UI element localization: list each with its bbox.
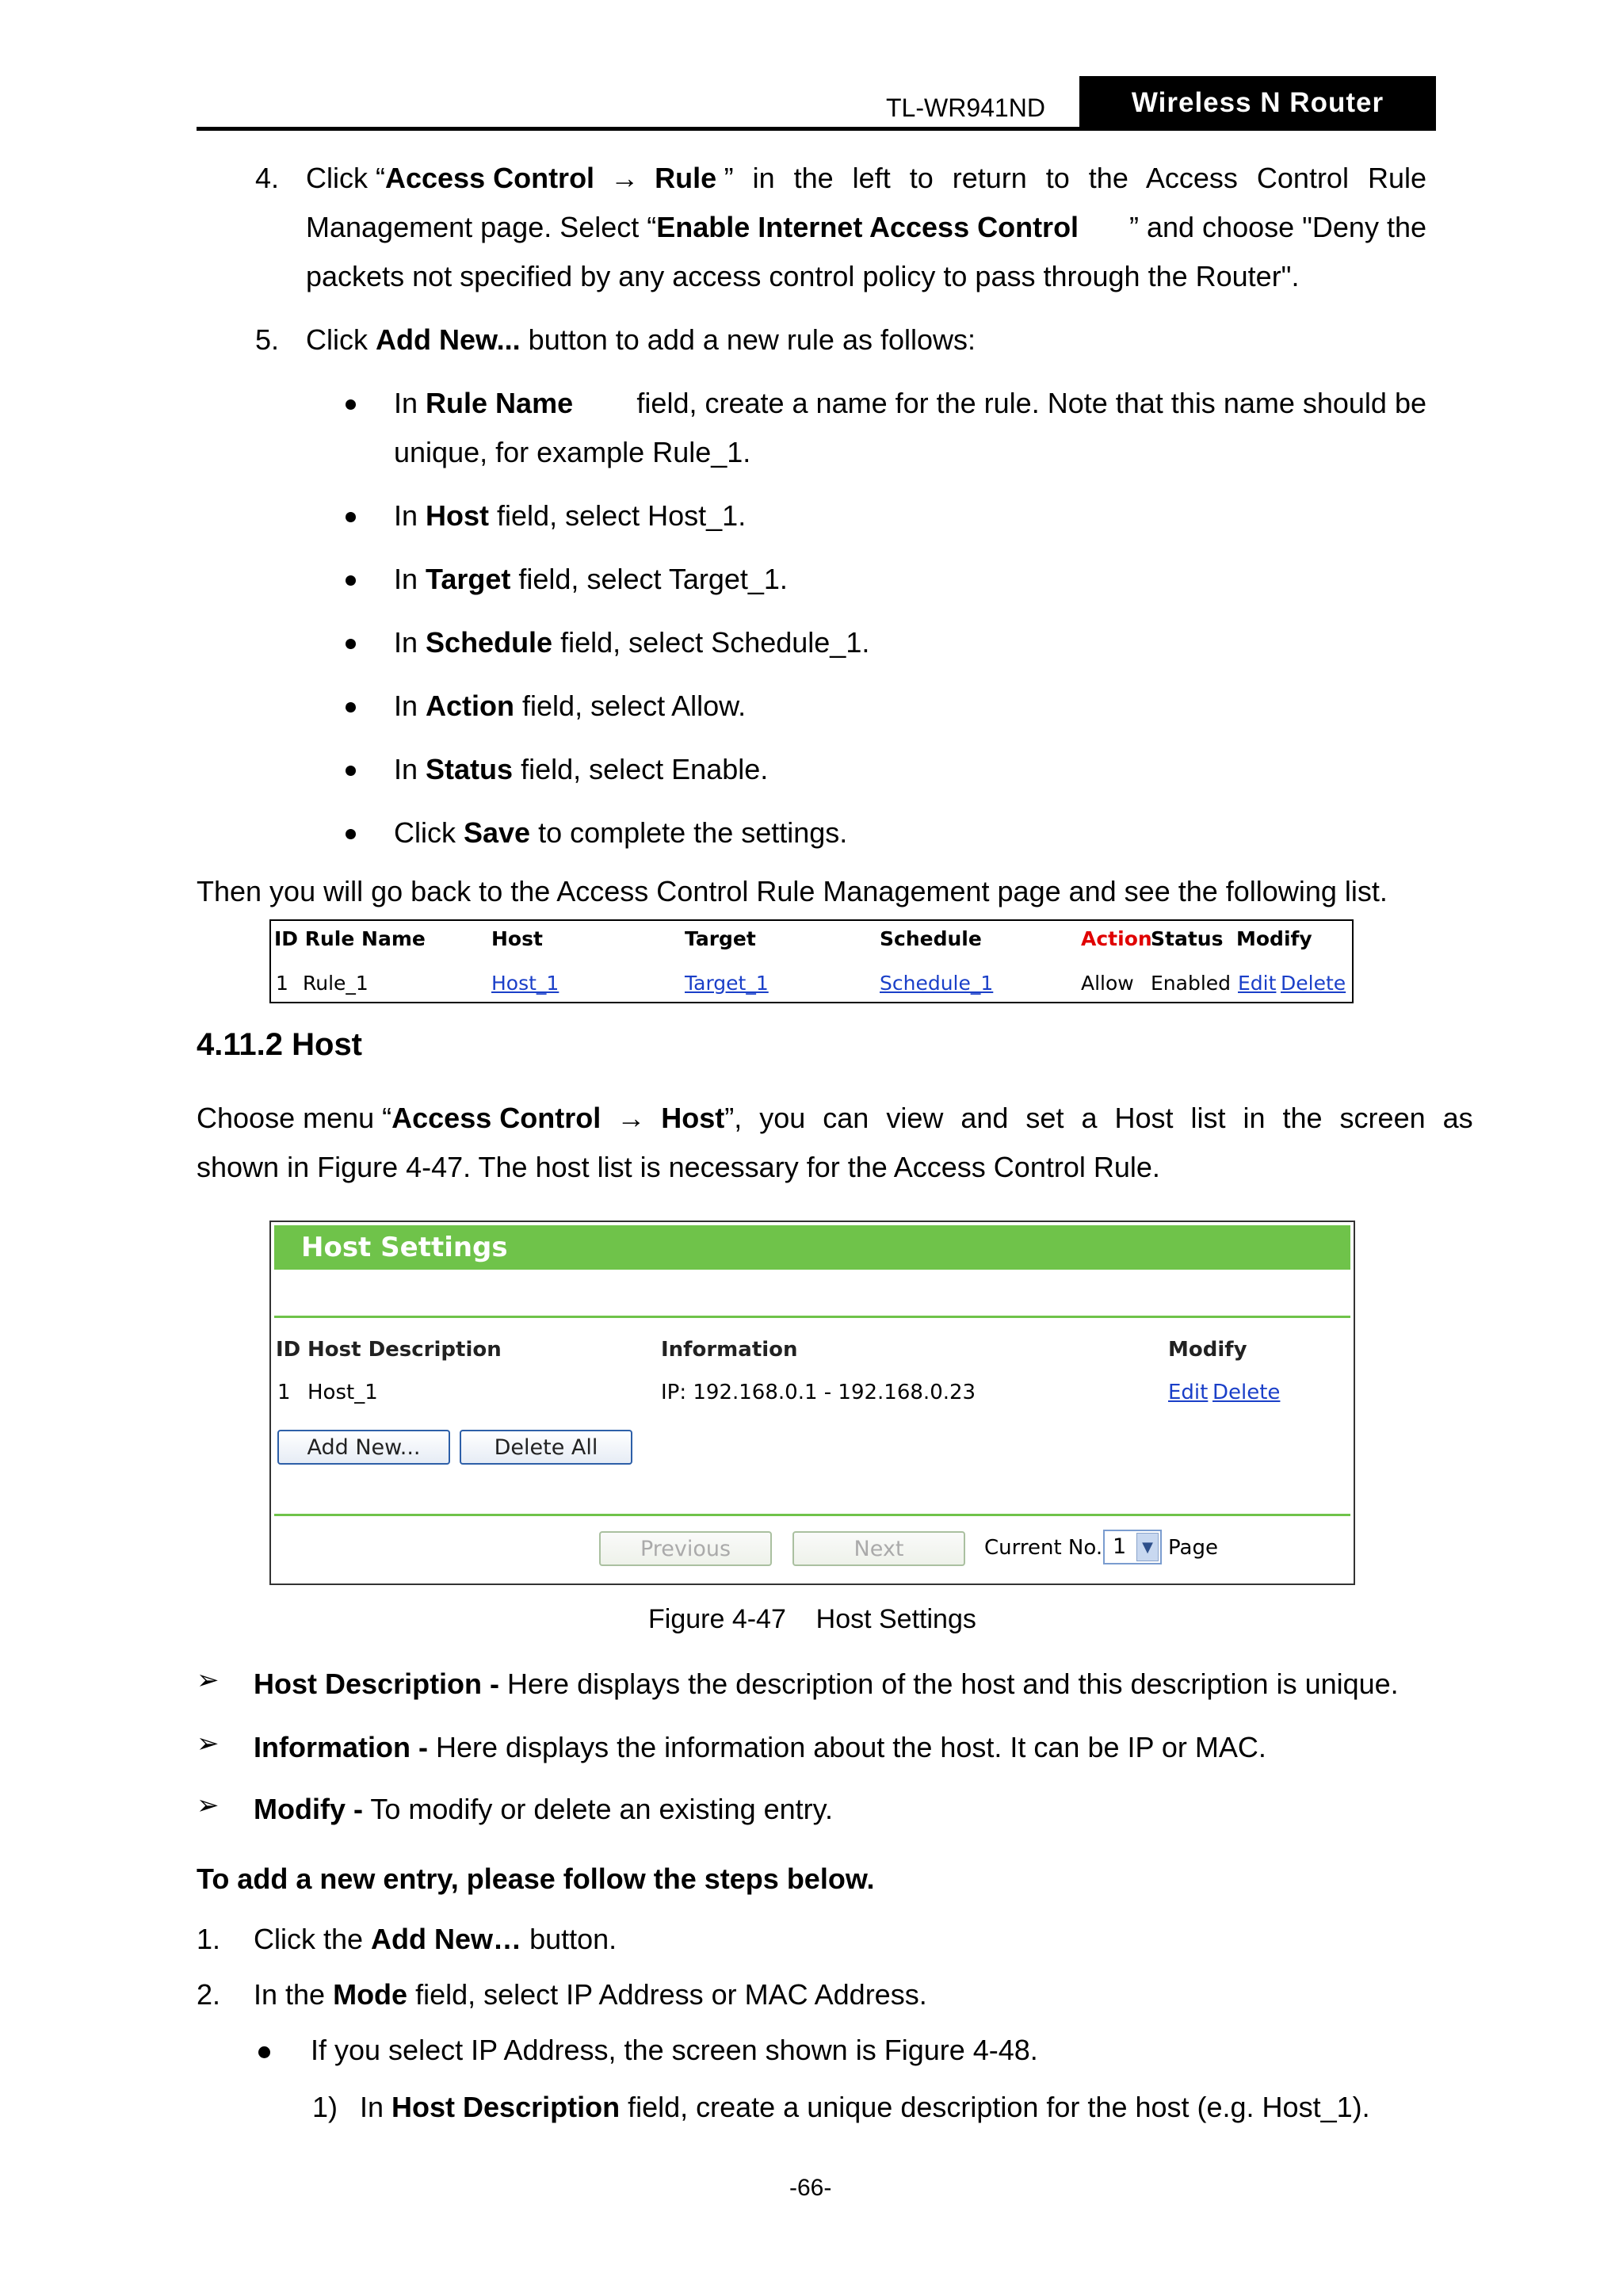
col-information: Information: [661, 1338, 798, 1362]
page-number: -66-: [789, 2175, 832, 2201]
def2-text: Here displays the information about the host. It can be IP or MAC.: [427, 1731, 1266, 1763]
step5-bold: Add New...: [376, 323, 521, 356]
def2-bold: Information -: [254, 1731, 428, 1763]
row-host-link[interactable]: Host_1: [491, 972, 559, 995]
step4-l1-post: ” in the left to return to the Access Control Rule: [724, 162, 1426, 194]
row-status: Enabled: [1151, 972, 1232, 995]
col-status: Status: [1151, 927, 1224, 950]
bullet4-pre: In: [394, 626, 426, 659]
step4-l2-post: ” and choose "Deny the: [1128, 211, 1426, 243]
host-settings-title: Host Settings: [274, 1225, 1350, 1270]
section-intro-line1: [197, 1102, 1473, 1135]
add-step1-number: 1.: [197, 1923, 221, 1955]
bullet-rule-name: [394, 387, 1426, 420]
page-select-value: 1: [1113, 1534, 1127, 1559]
step5-number: 5.: [255, 323, 280, 356]
def1-bold: Host Description -: [254, 1668, 500, 1700]
host-delete-link[interactable]: Delete: [1212, 1381, 1281, 1404]
bullet-icon: [346, 702, 356, 712]
step4-number: 4.: [255, 162, 280, 194]
chevron-down-icon: ▼: [1136, 1533, 1159, 1561]
page-select[interactable]: [1103, 1530, 1162, 1564]
figure-caption-text: Figure 4-47 Host Settings: [648, 1604, 976, 1634]
bullet-host: [394, 499, 746, 533]
add-step1: [254, 1923, 617, 1956]
bullet-icon: [346, 639, 356, 649]
col-host-description: Host Description: [307, 1338, 502, 1362]
host-edit-link[interactable]: Edit: [1168, 1381, 1209, 1404]
bullet4-post: field, select Schedule_1.: [552, 626, 870, 659]
add-bullet: If you select IP Address, the screen shown is Figure 4-48.: [311, 2034, 1038, 2066]
step4-l1-pre: Click “: [306, 162, 385, 194]
arrow-icon: →: [610, 162, 640, 194]
add-sub1-number: 1): [312, 2091, 338, 2123]
arrow-bullet-icon: ➢: [197, 1729, 220, 1759]
add-step1-bold: Add New…: [371, 1923, 522, 1955]
col-id-rule-name: ID Rule Name: [274, 927, 426, 950]
bullet-icon: [258, 2046, 270, 2058]
add-step2-pre: In the: [254, 1978, 334, 2011]
add-step1-pre: Click the: [254, 1923, 372, 1955]
bullet-schedule: [394, 626, 869, 659]
col-target: Target: [685, 927, 756, 950]
previous-button[interactable]: Previous: [599, 1531, 772, 1566]
bullet4-bold: Schedule: [426, 626, 553, 659]
row-schedule-link[interactable]: Schedule_1: [880, 972, 994, 995]
bullet7-post: to complete the settings.: [530, 816, 848, 849]
def-modify: [254, 1793, 833, 1826]
bullet6-pre: In: [394, 753, 426, 785]
delete-all-button[interactable]: Delete All: [460, 1430, 632, 1465]
def3-bold: Modify -: [254, 1793, 363, 1825]
bullet-icon: [346, 829, 356, 839]
arrow-icon: →: [617, 1102, 646, 1134]
step4-line3: packets not specified by any access control policy to pass through the Router".: [306, 260, 1300, 292]
add-step2: [254, 1978, 927, 2011]
step4-l2-bold: Enable Internet Access Control: [656, 211, 1079, 243]
bullet-icon: [346, 512, 356, 522]
section-intro-line2: shown in Figure 4-47. The host list is necessary for the Access Control Rule.: [197, 1151, 1160, 1183]
bullet3-bold: Target: [426, 563, 511, 595]
arrow-bullet-icon: ➢: [197, 1790, 220, 1820]
bullet-status: [394, 753, 768, 786]
header-product: Wireless N Router: [1079, 76, 1436, 130]
header-model: TL-WR941ND: [886, 94, 1045, 122]
row-rule-name: Rule_1: [303, 972, 369, 995]
page-label: Page: [1168, 1536, 1218, 1560]
bullet1-cont: unique, for example Rule_1.: [394, 436, 751, 468]
col-schedule: Schedule: [880, 927, 982, 950]
rule-list-table: [269, 919, 1354, 1003]
bullet2-post: field, select Host_1.: [489, 499, 747, 532]
bullet6-post: field, select Enable.: [513, 753, 769, 785]
bullet3-post: field, select Target_1.: [510, 563, 788, 595]
add-sub1: [360, 2091, 1370, 2124]
bullet-icon: [346, 575, 356, 586]
step4-l1-bold2: Rule: [655, 162, 717, 194]
bullet7-pre: Click: [394, 816, 464, 849]
bullet7-bold: Save: [464, 816, 531, 849]
add-new-button[interactable]: Add New...: [277, 1430, 450, 1465]
def3-text: To modify or delete an existing entry.: [362, 1793, 833, 1825]
add-step2-post: field, select IP Address or MAC Address.: [407, 1978, 927, 2011]
bullet-save: [394, 816, 847, 850]
bullet-icon: [346, 399, 356, 410]
add-step2-bold: Mode: [333, 1978, 408, 2011]
arrow-bullet-icon: ➢: [197, 1665, 220, 1695]
step5-post: button to add a new rule as follows:: [520, 323, 976, 356]
host-row-information: IP: 192.168.0.1 - 192.168.0.23: [661, 1381, 976, 1404]
bullet1-bold: Rule Name: [426, 387, 574, 419]
step4-l2-pre: Management page. Select “: [306, 211, 657, 243]
add-sub1-bold: Host Description: [391, 2091, 621, 2123]
bullet-action: [394, 690, 746, 723]
def1-text: Here displays the description of the host and this description is unique.: [499, 1668, 1399, 1700]
section-title: 4.11.2 Host: [197, 1027, 363, 1062]
current-no-label: Current No.: [984, 1536, 1103, 1560]
add-entry-heading: To add a new entry, please follow the steps below.: [197, 1862, 875, 1895]
col-modify: Modify: [1236, 927, 1312, 950]
col-action: Action: [1081, 927, 1152, 950]
step5-pre: Click: [306, 323, 376, 356]
bullet5-pre: In: [394, 690, 426, 722]
row-edit-link[interactable]: Edit: [1238, 972, 1277, 995]
header-rule: [197, 127, 1436, 131]
bullet5-post: field, select Allow.: [514, 690, 747, 722]
host-row-description: Host_1: [307, 1381, 378, 1404]
row-action: Allow: [1081, 972, 1134, 995]
host-settings-panel: [269, 1221, 1355, 1585]
row-id: 1: [276, 972, 288, 995]
intro-post: ”, you can view and set a Host list in the screen as: [724, 1102, 1473, 1134]
bullet6-bold: Status: [426, 753, 514, 785]
next-button[interactable]: Next: [792, 1531, 965, 1566]
step4-l1-bold1: Access Control: [384, 162, 595, 194]
intro-bold1: Access Control: [391, 1102, 601, 1134]
step4-line1: [306, 162, 1426, 195]
intro-bold2: Host: [661, 1102, 725, 1134]
bullet5-bold: Action: [426, 690, 515, 722]
def-host-description: [254, 1668, 1399, 1701]
bullet-icon: [346, 766, 356, 776]
row-delete-link[interactable]: Delete: [1281, 972, 1346, 995]
host-row-id: 1: [277, 1381, 291, 1404]
add-step2-number: 2.: [197, 1978, 221, 2011]
def-information: [254, 1731, 1266, 1764]
then-paragraph: Then you will go back to the Access Control Rule Management page and see the following list.: [197, 875, 1388, 907]
figure-caption: [648, 1604, 976, 1635]
col-id: ID: [276, 1338, 301, 1362]
col-host: Host: [491, 927, 543, 950]
bullet2-pre: In: [394, 499, 426, 532]
step4-line2: [306, 211, 1426, 244]
bullet-target: [394, 563, 788, 596]
col-modify: Modify: [1168, 1338, 1247, 1362]
row-target-link[interactable]: Target_1: [685, 972, 769, 995]
divider: [274, 1316, 1350, 1318]
bullet1-post: field, create a name for the rule. Note that this name should be: [636, 387, 1426, 419]
add-step1-post: button.: [521, 1923, 617, 1955]
intro-pre: Choose menu “: [197, 1102, 392, 1134]
add-sub1-post: field, create a unique description for the host (e.g. Host_1).: [620, 2091, 1370, 2123]
add-sub1-pre: In: [360, 2091, 392, 2123]
divider: [274, 1514, 1350, 1516]
bullet1-pre: In: [394, 387, 426, 419]
bullet3-pre: In: [394, 563, 426, 595]
bullet2-bold: Host: [426, 499, 490, 532]
step5-text: [306, 323, 976, 357]
